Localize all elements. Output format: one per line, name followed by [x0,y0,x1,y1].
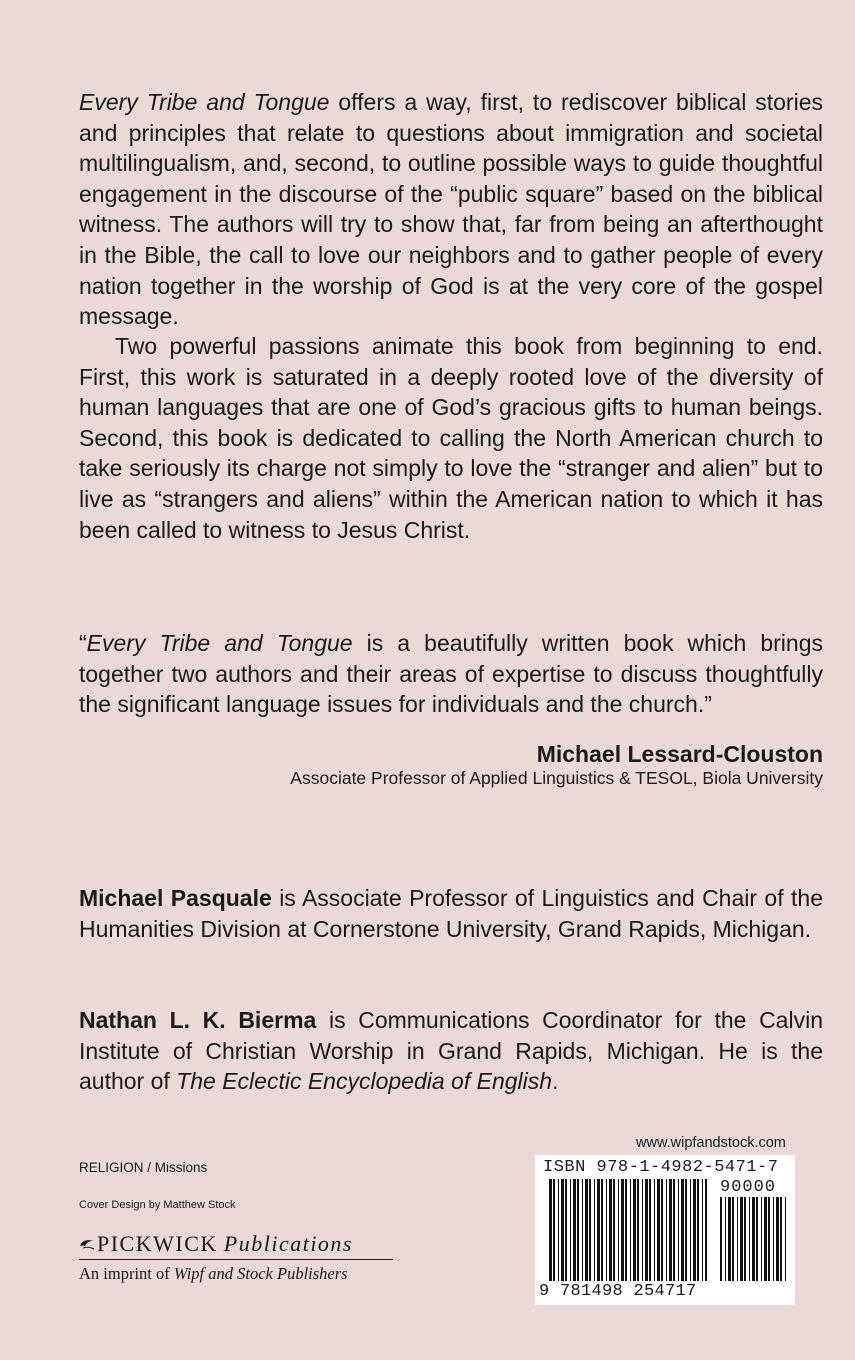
barcode-bar [702,1179,703,1281]
barcode-bar [785,1197,786,1281]
barcode-bar [776,1197,779,1281]
imprint-name: Wipf and Stock Publishers [173,1264,348,1283]
barcode-bar [693,1179,696,1281]
book-title-italic: Every Tribe and Tongue [79,89,330,115]
barcode-bar [673,1179,675,1281]
cover-design-credit: Cover Design by Matthew Stock [79,1199,236,1211]
barcode-bar [678,1179,679,1281]
publisher-website[interactable]: www.wipfandstock.com [636,1135,786,1151]
barcode-bar [732,1197,734,1281]
blurb-paragraph-2: Two powerful passions animate this book from beginning to end. First, this work is saturated in a deeply rooted love of the diversity of human languages that are one of God’s gracious gifts to human beings. Second, this book is dedicated to calling the North American church to take seriously its charge not simply to love the “stranger and alien” but to live as “strangers and aliens” within the American nation to which it has been called to witness to Jesus Christ. [79,333,823,543]
barcode-bar [697,1179,699,1281]
barcode-bar [773,1197,774,1281]
author-bio-text-2: is Communications Coordinator for the Calvin Institute of Christian Worship in Grand Rapids, Michigan. He is the author of [79,1007,823,1095]
blurb-text-1: offers a way, first, to rediscover biblical stories and principles that relate to questions about immigration and societal multilingualism, and, second, to outline possible ways to guide thoughtful engagement in the discourse of the “public square” based on the biblical witness. The authors will try to show that, far from being an afterthought in the Bible, the call to love our neighbors and to gather people of every nation together in the worship of God is at the very core of the gospel message. [79,89,823,330]
endorser-name: Michael Lessard-Clouston [536,741,823,767]
isbn-barcode [549,1179,707,1281]
isbn-label: ISBN 978-1-4982-5471-7 [543,1158,779,1177]
barcode-bar [606,1179,607,1281]
endorsement-book-title: Every Tribe and Tongue [86,630,353,656]
pickwick-logo-icon [79,1237,95,1251]
barcode-digits: 9 781498 254717 [539,1282,697,1301]
barcode-bar [609,1179,612,1281]
barcode-bar [669,1179,672,1281]
barcode-bar [621,1179,624,1281]
author-name-1: Michael Pasquale [79,885,272,911]
category-label: RELIGION / Missions [79,1160,208,1175]
publisher-name: PICKWICK [97,1231,218,1256]
barcode-bar [681,1179,684,1281]
barcode-bar [752,1197,755,1281]
author-bio-end: . [552,1068,559,1095]
barcode-bar [744,1197,746,1281]
publisher-name-italic: Publications [223,1231,353,1256]
barcode-bar [720,1197,722,1281]
barcode-bar [768,1197,770,1281]
barcode-bar [725,1197,726,1281]
barcode-bar [661,1179,663,1281]
barcode-bar [625,1179,627,1281]
barcode-bar [630,1179,631,1281]
endorsement-quote [79,628,823,720]
barcode-block [535,1155,795,1305]
price-code: 90000 [720,1178,777,1197]
barcode-bar [565,1179,567,1281]
author-bio-text-1: is Associate Professor of Linguistics and Chair of the Humanities Division at Cornerstone University, Grand Rapids, Michigan. [79,885,823,942]
barcode-bar [570,1179,571,1281]
author-bio-2 [79,1005,823,1097]
barcode-bar [685,1179,687,1281]
barcode-bar [633,1179,636,1281]
barcode-bar [589,1179,591,1281]
barcode-bar [642,1179,643,1281]
barcode-bar [780,1197,782,1281]
barcode-bar [737,1197,738,1281]
barcode-bar [705,1179,707,1281]
barcode-bar [553,1179,555,1281]
author-bio-1 [79,883,823,944]
barcode-bar [613,1179,615,1281]
barcode-bar [597,1179,600,1281]
endorsement-text: is a beautifully written book which brings together two authors and their areas of expertise to discuss thoughtfully the significant language issues for individuals and the church.” [79,630,823,718]
publisher-name-line [79,1231,393,1257]
barcode-bar [585,1179,588,1281]
barcode-bar [645,1179,648,1281]
endorser-affiliation: Associate Professor of Applied Linguistics & TESOL, Biola University [290,768,823,788]
barcode-bar [637,1179,639,1281]
barcode-bar [657,1179,660,1281]
barcode-bar [649,1179,651,1281]
barcode-bar [764,1197,767,1281]
barcode-bar [756,1197,758,1281]
barcode-bar [749,1197,750,1281]
barcode-bar [549,1179,552,1281]
barcode-bar [728,1197,731,1281]
publisher-divider [79,1259,393,1260]
barcode-bar [666,1179,667,1281]
barcode-bar [761,1197,762,1281]
barcode-bar [740,1197,743,1281]
barcode-bar [601,1179,603,1281]
barcode-bar [690,1179,691,1281]
blurb-paragraph-1 [79,87,823,332]
barcode-bar [582,1179,583,1281]
author-name-2: Nathan L. K. Bierma [79,1007,317,1033]
imprint-prefix: An imprint of [79,1264,174,1283]
price-barcode [720,1197,786,1281]
barcode-bar [558,1179,559,1281]
barcode-bar [618,1179,619,1281]
barcode-bar [577,1179,579,1281]
author-book-title: The Eclectic Encyclopedia of English [176,1068,553,1095]
barcode-bar [594,1179,595,1281]
barcode-bar [573,1179,576,1281]
barcode-bar [561,1179,564,1281]
publisher-block [79,1231,393,1284]
open-quote-mark: “ [79,630,87,656]
barcode-bar [654,1179,655,1281]
publisher-imprint-line [79,1264,393,1284]
